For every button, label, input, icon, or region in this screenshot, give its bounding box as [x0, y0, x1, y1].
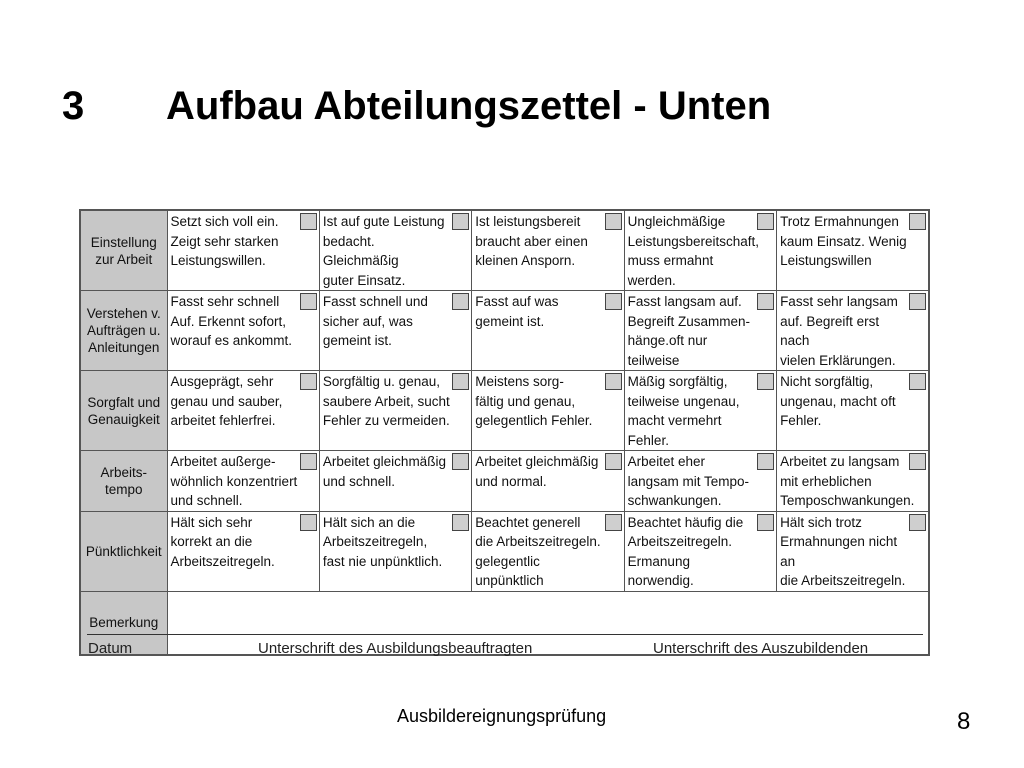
row-header-sorgfalt: Sorgfalt und Genauigkeit [80, 371, 167, 451]
rating-checkbox[interactable] [605, 213, 622, 230]
table-row [80, 210, 929, 291]
rating-checkbox[interactable] [757, 453, 774, 470]
rating-text: Beachtet häufig die Arbeitszeitregeln. Ermanung norwendig. [627, 514, 744, 588]
rating-text: Hält sich trotz Ermahnungen nicht an die Arbeitszeitregeln. [780, 514, 906, 588]
rating-text: Arbeitet eher langsam mit Tempo- schwankungen. [627, 454, 749, 508]
rating-text: Arbeitet gleichmäßig und schnell. [322, 454, 446, 489]
rating-checkbox[interactable] [605, 453, 622, 470]
date-label: Datum [88, 640, 133, 657]
page-number: 8 [957, 708, 971, 735]
rating-cell [624, 451, 776, 512]
rating-text: Ist auf gute Leistung bedacht. Gleichmäßig guter Einsatz. [322, 214, 445, 288]
rating-text: Fasst auf was gemeint ist. [475, 294, 559, 329]
rating-checkbox[interactable] [300, 293, 317, 310]
rating-text: Mäßig sorgfältig, teilweise ungenau, macht vermehrt Fehler. [627, 374, 740, 448]
rating-cell [472, 371, 624, 451]
rating-checkbox[interactable] [909, 373, 926, 390]
signature-line [87, 634, 923, 635]
rating-checkbox[interactable] [300, 514, 317, 531]
rating-checkbox[interactable] [452, 453, 469, 470]
rating-text: Ausgeprägt, sehr genau und sauber, arbeitet fehlerfrei. [170, 374, 283, 428]
rating-cell [777, 511, 929, 591]
rating-checkbox[interactable] [605, 293, 622, 310]
table-row [80, 291, 929, 371]
rating-text: Trotz Ermahnungen kaum Einsatz. Wenig Leistungswillen [780, 214, 907, 268]
table-row [80, 371, 929, 451]
rating-checkbox[interactable] [300, 213, 317, 230]
rating-cell [319, 451, 471, 512]
rating-cell [319, 511, 471, 591]
rating-text: Fasst schnell und sicher auf, was gemeint ist. [322, 294, 428, 348]
row-header-puenktlichkeit: Pünktlichkeit [80, 511, 167, 591]
rating-checkbox[interactable] [757, 293, 774, 310]
rating-cell [319, 371, 471, 451]
rating-checkbox[interactable] [605, 514, 622, 531]
rating-checkbox[interactable] [452, 213, 469, 230]
rating-checkbox[interactable] [909, 293, 926, 310]
rating-text: Beachtet generell die Arbeitszeitregeln. gelegentlic unpünktlich [475, 514, 601, 588]
rating-cell [167, 291, 319, 371]
rating-checkbox[interactable] [452, 293, 469, 310]
rating-cell [319, 210, 471, 291]
rating-cell [472, 451, 624, 512]
rating-cell [472, 210, 624, 291]
row-header-bemerkung: Bemerkung [80, 591, 167, 655]
rating-cell [167, 371, 319, 451]
rating-checkbox[interactable] [605, 373, 622, 390]
rating-text: Ungleichmäßige Leistungsbereitschaft, muss ermahnt werden. [627, 214, 760, 288]
section-title: Aufbau Abteilungszettel - Unten [166, 84, 772, 128]
rating-text: Arbeitet außerge- wöhnlich konzentriert und schnell. [170, 454, 298, 508]
rating-cell [777, 291, 929, 371]
rating-text: Hält sich an die Arbeitszeitregeln, fast nie unpünktlich. [322, 514, 443, 569]
trainer-signature-label: Unterschrift des Ausbildungsbeauftragten [258, 640, 533, 657]
rating-cell [624, 210, 776, 291]
rating-cell [624, 291, 776, 371]
rating-text: Meistens sorg- fältig und genau, gelegentlich Fehler. [475, 374, 593, 428]
rating-cell [472, 511, 624, 591]
rating-cell [777, 210, 929, 291]
rating-text: Setzt sich voll ein. Zeigt sehr starken Leistungswillen. [170, 214, 279, 268]
rating-text: Hält sich sehr korrekt an die Arbeitszeitregeln. [170, 514, 275, 569]
row-header-einstellung: Einstellung zur Arbeit [80, 210, 167, 291]
rating-text: Fasst langsam auf. Begreift Zusammen- hänge.oft nur teilweise [627, 294, 750, 368]
rating-checkbox[interactable] [300, 373, 317, 390]
trainee-signature-label: Unterschrift des Auszubildenden [653, 640, 869, 657]
rating-checkbox[interactable] [452, 514, 469, 531]
rating-cell [167, 511, 319, 591]
table-row [80, 511, 929, 591]
rating-cell [777, 371, 929, 451]
rating-checkbox[interactable] [909, 213, 926, 230]
rating-cell [472, 291, 624, 371]
rating-text: Nicht sorgfältig, ungenau, macht oft Fehler. [780, 374, 896, 428]
rating-cell [167, 451, 319, 512]
rating-cell [319, 291, 471, 371]
rating-text: Fasst sehr schnell Auf. Erkennt sofort, worauf es ankommt. [170, 294, 293, 348]
row-header-verstehen: Verstehen v. Aufträgen u. Anleitungen [80, 291, 167, 371]
rating-cell [777, 451, 929, 512]
rating-checkbox[interactable] [300, 453, 317, 470]
rating-cell [624, 371, 776, 451]
rating-cell [624, 511, 776, 591]
rating-text: Arbeitet zu langsam mit erheblichen Temposchwankungen. [780, 454, 915, 508]
rating-checkbox[interactable] [757, 213, 774, 230]
rating-checkbox[interactable] [757, 514, 774, 531]
rating-cell [167, 210, 319, 291]
rating-text: Fasst sehr langsam auf. Begreift erst nach vielen Erklärungen. [780, 294, 898, 368]
rating-text: Ist leistungsbereit braucht aber einen kleinen Ansporn. [475, 214, 588, 268]
table-row [80, 451, 929, 512]
page-title [62, 84, 771, 129]
section-number: 3 [62, 84, 85, 128]
footer-text: Ausbildereignungsprüfung [397, 706, 607, 726]
assessment-form-table [79, 209, 930, 656]
rating-checkbox[interactable] [757, 373, 774, 390]
rating-text: Sorgfältig u. genau, saubere Arbeit, sucht Fehler zu vermeiden. [322, 374, 450, 428]
rating-text: Arbeitet gleichmäßig und normal. [475, 454, 599, 489]
rating-checkbox[interactable] [909, 514, 926, 531]
row-header-arbeitstempo: Arbeits- tempo [80, 451, 167, 512]
rating-checkbox[interactable] [909, 453, 926, 470]
rating-checkbox[interactable] [452, 373, 469, 390]
